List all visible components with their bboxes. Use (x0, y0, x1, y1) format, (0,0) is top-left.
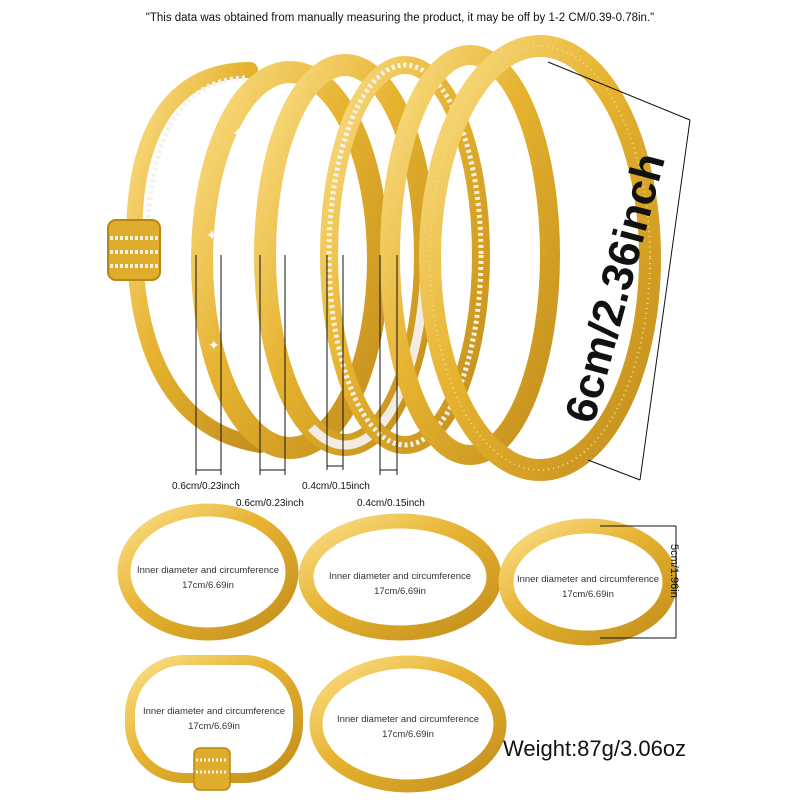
bangle-2-size (320, 569, 480, 599)
bangle-1-size-line2: 17cm/6.69in (182, 580, 234, 591)
height-label: 6cm/2.36inch (556, 148, 675, 428)
weight-label: Weight:87g/3.06oz (503, 736, 687, 761)
bangle-1-size (128, 563, 288, 593)
bangle-4-size-line2: 17cm/6.69in (188, 721, 240, 732)
bangle-4-size (134, 704, 294, 734)
bangle-3-size (508, 572, 668, 602)
bangle-3-size-line1: Inner diameter and circumference (516, 574, 660, 585)
width-label-3: 0.4cm/0.15inch (302, 481, 370, 492)
width-label-4: 0.4cm/0.15inch (357, 498, 425, 509)
bangle-2-size-line2: 17cm/6.69in (374, 586, 426, 597)
width-label-1: 0.6cm/0.23inch (172, 481, 240, 492)
bangle-4-size-line1: Inner diameter and circumference (142, 706, 286, 717)
side-height-label: 5cm/1.96in (668, 544, 680, 598)
bangle-5-size-line2: 17cm/6.69in (382, 729, 434, 740)
svg-text:✦: ✦ (206, 228, 218, 244)
width-label-2: 0.6cm/0.23inch (236, 498, 304, 509)
svg-text:✦: ✦ (232, 126, 244, 142)
bangle-3-size-line2: 17cm/6.69in (562, 589, 614, 600)
svg-text:✦: ✦ (208, 338, 220, 354)
bangle-2-size-line1: Inner diameter and circumference (328, 571, 472, 582)
bangle-5-size (328, 712, 488, 742)
bangle-1-size-line1: Inner diameter and circumference (136, 565, 280, 576)
measurement-disclaimer: "This data was obtained from manually measuring the product, it may be off by 1-2 CM/0.39-0.78in." (145, 12, 655, 24)
bangle-5-size-line1: Inner diameter and circumference (336, 714, 480, 725)
